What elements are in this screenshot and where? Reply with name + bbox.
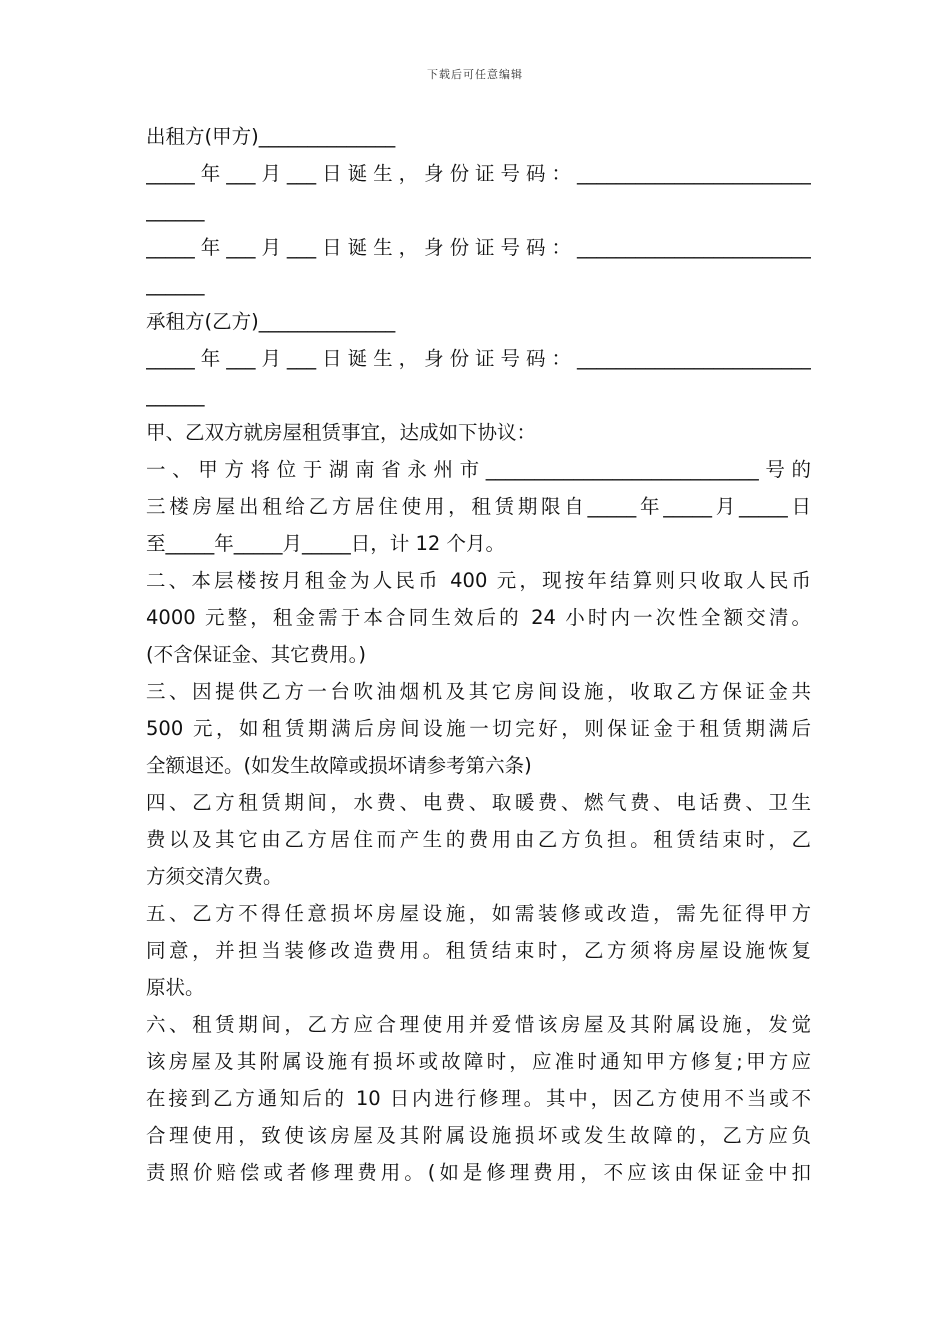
clause-3-line-1: 三、因提供乙方一台吹油烟机及其它房间设施，收取乙方保证金共 [146,680,811,703]
clause-6-line-3: 在接到乙方通知后的 10 日内进行修理。其中，因乙方使用不当或不 [146,1087,811,1110]
clause-6-line-4: 合理使用，致使该房屋及其附属设施损坏或发生故障的，乙方应负 [146,1124,811,1147]
lessor-id-continuation-1: ______ [146,199,205,222]
lessor-line: 出租方(甲方)______________ [146,125,396,148]
lessee-line: 承租方(乙方)______________ [146,310,396,333]
clause-6-line-5: 责照价赔偿或者修理费用。(如是修理费用，不应该由保证金中扣 [146,1161,811,1184]
clause-3-line-2: 500 元，如租赁期满后房间设施一切完好，则保证金于租赁期满后 [146,717,811,740]
clause-3-line-3: 全额退还。(如发生故障或损坏请参考第六条) [146,754,532,777]
header-note: 下载后可任意编辑 [427,68,523,81]
clause-1-line-2: 三楼房屋出租给乙方居住使用，租赁期限自_____年_____月_____日 [146,495,811,518]
clause-5-line-3: 原状。 [146,976,205,999]
contract-body [146,118,811,1191]
clause-2-line-2: 4000 元整，租金需于本合同生效后的 24 小时内一次性全额交清。 [146,606,811,629]
lessor-birth-id-line-1: _____年___月___日诞生，身份证号码：________________________ [146,162,811,185]
clause-4-line-1: 四、乙方租赁期间，水费、电费、取暖费、燃气费、电话费、卫生 [146,791,811,814]
lessor-birth-id-line-2: _____年___月___日诞生，身份证号码：________________________ [146,236,811,259]
clause-4-line-3: 方须交清欠费。 [146,865,283,888]
clause-4-line-2: 费以及其它由乙方居住而产生的费用由乙方负担。租赁结束时，乙 [146,828,811,851]
lessee-id-continuation: ______ [146,384,205,407]
clause-2-line-1: 二、本层楼按月租金为人民币 400 元，现按年结算则只收取人民币 [146,569,811,592]
clause-5-line-2: 同意，并担当装修改造费用。租赁结束时，乙方须将房屋设施恢复 [146,939,811,962]
agreement-intro: 甲、乙双方就房屋租赁事宜，达成如下协议： [146,421,537,444]
lessee-birth-id-line: _____年___月___日诞生，身份证号码：________________________ [146,347,811,370]
clause-2-line-3: (不含保证金、其它费用。) [146,643,366,666]
clause-5-line-1: 五、乙方不得任意损坏房屋设施，如需装修或改造，需先征得甲方 [146,902,811,925]
clause-1-line-3: 至_____年_____月_____日，计 12 个月。 [146,532,505,555]
lessor-id-continuation-2: ______ [146,273,205,296]
clause-6-line-1: 六、租赁期间，乙方应合理使用并爱惜该房屋及其附属设施，发觉 [146,1013,811,1036]
clause-6-line-2: 该房屋及其附属设施有损坏或故障时，应准时通知甲方修复;甲方应 [146,1050,811,1073]
clause-1-line-1: 一、甲方将位于湖南省永州市____________________________号的 [146,458,811,481]
